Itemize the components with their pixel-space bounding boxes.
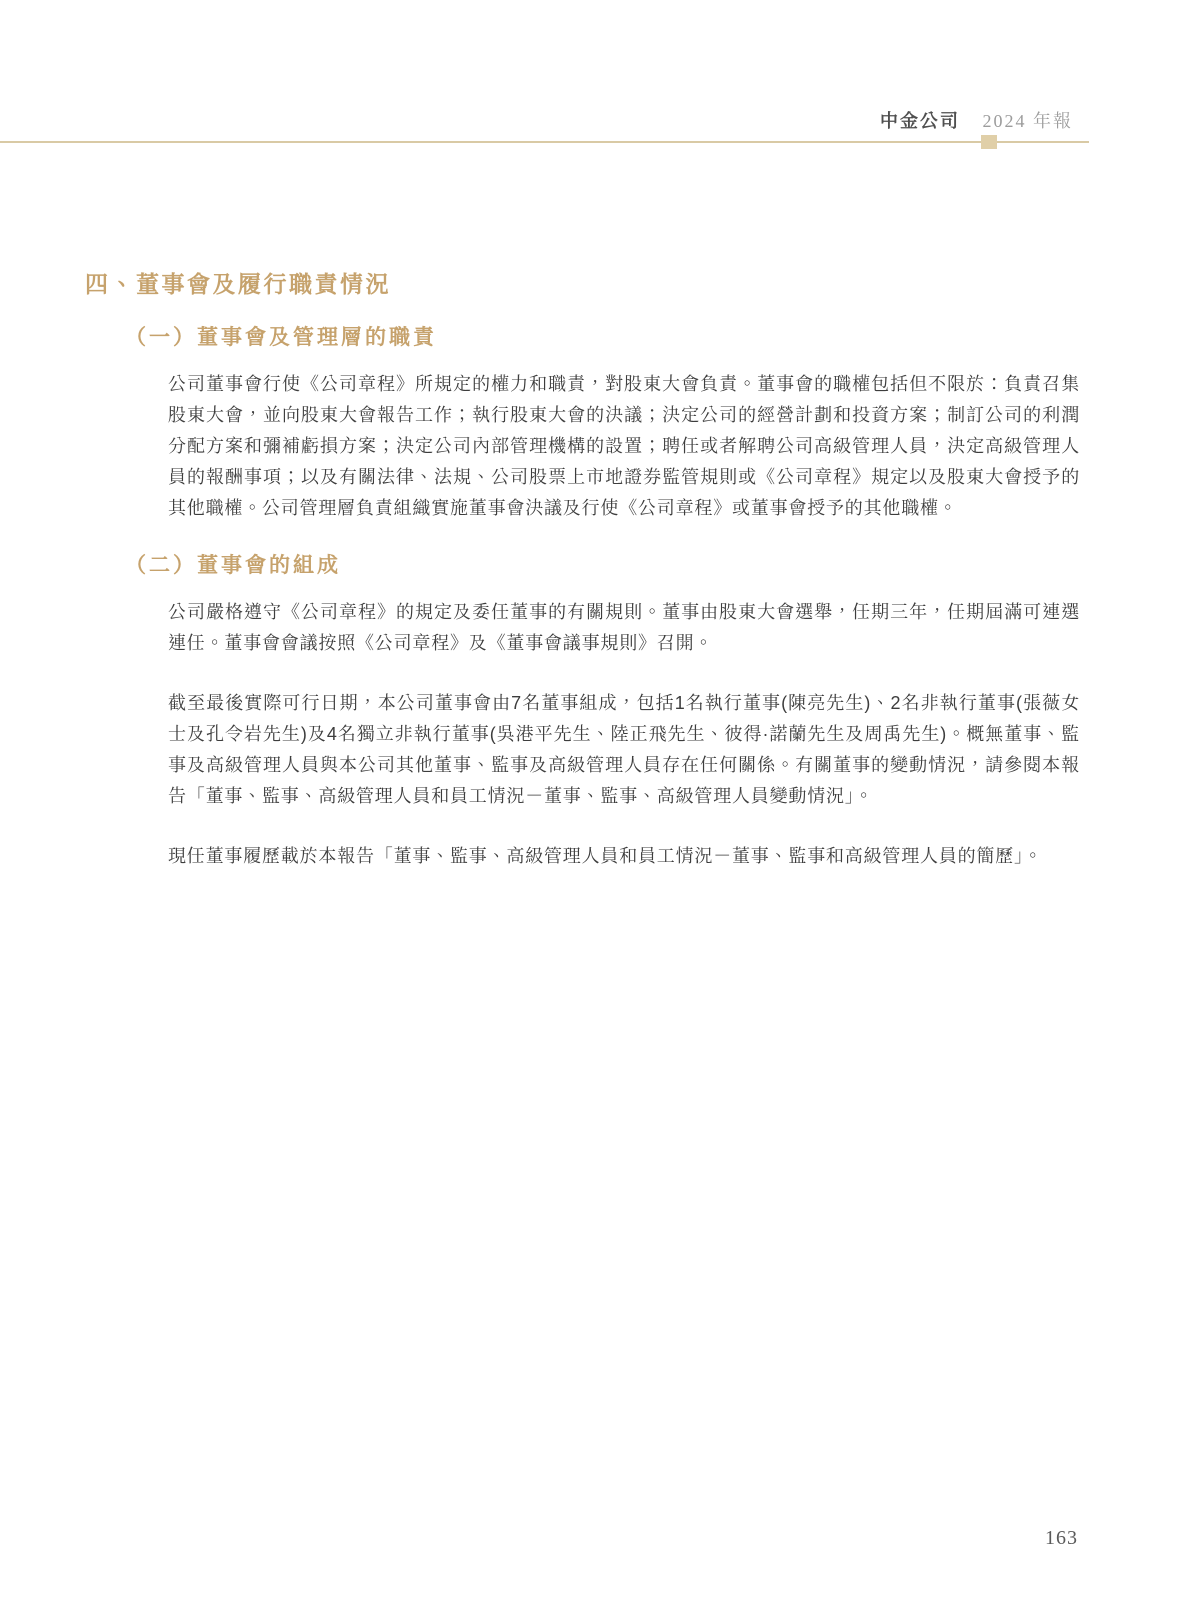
paragraph: 現任董事履歷載於本報告「董事、監事、高級管理人員和員工情況－董事、監事和高級管理人員的簡歷」。 — [168, 846, 1043, 867]
subsection-2-title: （二）董事會的組成 — [125, 554, 341, 577]
paragraph: 公司董事會行使《公司章程》所規定的權力和職責，對股東大會負責。董事會的職權包括但不限於：負責召集股東大會，並向股東大會報告工作；執行股東大會的決議；決定公司的經營計劃和投資方案；制訂公司的利潤分配方案和彌補虧損方案；決定公司內部管理機構的設置；聘任或者解聘公司高級管理人員，決定高級管理人員的報酬事項；以及有關法律、法規、公司股票上市地證券監管規則或《公司章程》規定以及股東大會授予的其他職權。公司管理層負責組織實施董事會決議及行使《公司章程》或董事會授予的其他職權。 — [168, 374, 1080, 518]
rule-square-marker — [981, 135, 997, 149]
section-title: 四、董事會及履行職責情況 — [85, 271, 391, 297]
page-number: 163 — [1045, 1527, 1078, 1549]
subsection-board-duties — [125, 325, 1080, 524]
subsection-1-paragraphs — [168, 369, 1080, 524]
subsection-2-paragraphs — [168, 597, 1080, 872]
subsection-board-composition — [125, 553, 1080, 872]
paragraph: 公司嚴格遵守《公司章程》的規定及委任董事的有關規則。董事由股東大會選舉，任期三年，任期屆滿可連選連任。董事會會議按照《公司章程》及《董事會議事規則》召開。 — [168, 602, 1080, 654]
report-edition: 2024 年報 — [982, 111, 1073, 131]
paragraph: 截至最後實際可行日期，本公司董事會由7名董事組成，包括1名執行董事(陳亮先生)、2名非執行董事(張薇女士及孔令岩先生)及4名獨立非執行董事(吳港平先生、陸正飛先生、彼得·諾蘭先生及周禹先生)。概無董事、監事及高級管理人員與本公司其他董事、監事及高級管理人員存在任何關係。有關董事的變動情況，請參閱本報告「董事、監事、高級管理人員和員工情況－董事、監事、高級管理人員變動情況」。 — [168, 693, 1080, 807]
running-header — [880, 107, 1073, 133]
header-rule — [0, 141, 1089, 143]
subsection-1-title: （一）董事會及管理層的職責 — [125, 325, 437, 349]
page-content — [85, 270, 1080, 901]
company-name: 中金公司 — [880, 111, 960, 131]
